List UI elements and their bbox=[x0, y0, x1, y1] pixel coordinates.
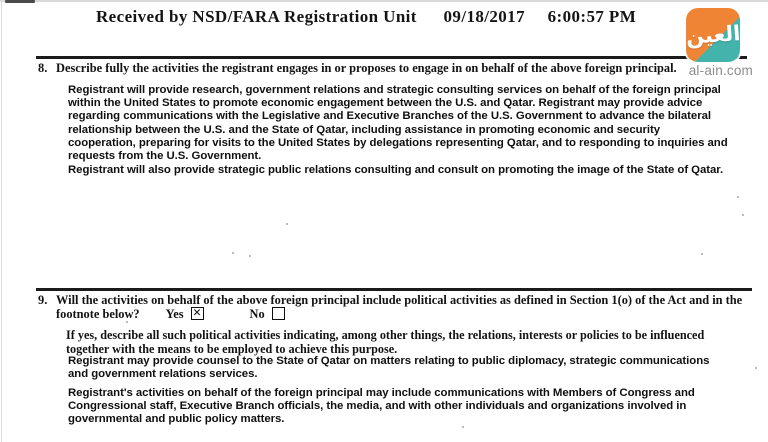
question-9 bbox=[38, 293, 744, 321]
scan-speck bbox=[742, 214, 744, 216]
section-divider bbox=[36, 56, 747, 59]
scan-edge-artifact bbox=[0, 0, 768, 2]
received-stamp-date: 09/18/2017 bbox=[443, 7, 525, 26]
scan-speck bbox=[126, 321, 128, 323]
question-8 bbox=[38, 61, 744, 75]
received-stamp-label: Received by NSD/FARA Registration Unit bbox=[96, 7, 417, 26]
alain-site-text: al-ain.com bbox=[688, 63, 753, 78]
alain-logo bbox=[686, 8, 740, 62]
no-label: No bbox=[249, 307, 265, 321]
scan-edge-artifact bbox=[1, 0, 2, 442]
scan-speck bbox=[232, 252, 234, 254]
question-8-number: 8. bbox=[38, 61, 48, 75]
scan-speck bbox=[286, 223, 288, 225]
question-9-number: 9. bbox=[38, 293, 48, 307]
yes-checkbox[interactable] bbox=[191, 307, 204, 320]
no-checkbox[interactable] bbox=[272, 307, 285, 320]
received-stamp-time: 6:00:57 PM bbox=[547, 7, 637, 26]
yes-label: Yes bbox=[165, 307, 184, 321]
received-stamp bbox=[96, 7, 636, 27]
question-9-instruction: If yes, describe all such political activities indicating, among other things, the relations, interests or policies to be influenced together with the means to be employed to achieve this purpose. bbox=[66, 328, 705, 356]
scan-speck bbox=[755, 367, 757, 369]
scan-speck bbox=[701, 253, 703, 255]
scan-speck bbox=[249, 255, 251, 257]
question-9-answer-paragraph-2: Registrant's activities on behalf of the foreign principal may include communications with Members of Congress and Congressional staff, Executive Branch officials, the media, and with other individuals and organizations involved in governmental and public policy matters. bbox=[68, 387, 695, 426]
question-8-answer-paragraph-2: Registrant will also provide strategic public relations consulting and consult on promoting the image of the State of Qatar. bbox=[68, 164, 724, 176]
question-9-answer-paragraph-1: Registrant may provide counsel to the State of Qatar on matters relating to public diplomacy, strategic communications and government relations services. bbox=[68, 355, 710, 381]
question-8-text: Describe fully the activities the registrant engages in or proposes to engage in on behalf of the above foreign principal. bbox=[56, 61, 677, 75]
question-8-answer-paragraph-1: Registrant will provide research, government relations and strategic consulting services on behalf of the foreign principal within the United States to promote economic engagement between the U.S. and Qatar. Registrant may provide advice regarding communications with the Legislative and Executive Branches of the U.S. Government to advance the bilateral relationship between the U.S. and the State of Qatar, including assistance in promoting economic and security cooperation, preparing for visits to the United States by delegations representing Qatar, and to responding to inquiries and requests from the U.S. Government. bbox=[68, 84, 728, 163]
section-divider bbox=[36, 288, 752, 291]
scan-speck bbox=[737, 196, 739, 198]
alain-logo-arabic-text: العين bbox=[685, 21, 741, 49]
scan-blob-artifact bbox=[5, 0, 35, 3]
question-9-text: Will the activities on behalf of the above foreign principal include political activities as defined in Section 1(o) of the Act and in the footnote below? bbox=[56, 293, 743, 321]
